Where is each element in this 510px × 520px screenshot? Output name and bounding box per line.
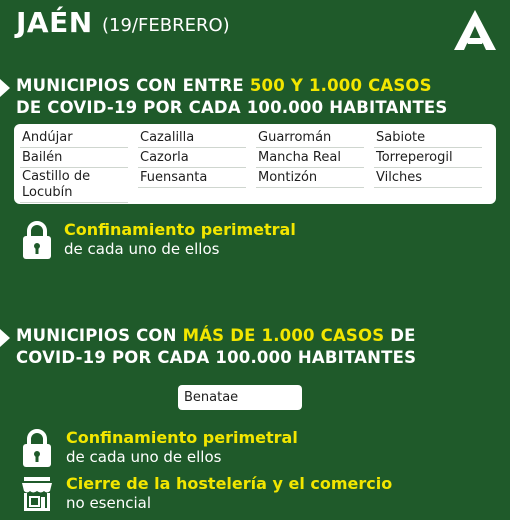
municipality-cell: Torreperogil	[374, 148, 482, 168]
header	[0, 0, 510, 48]
section2-line1-post: DE	[384, 326, 416, 345]
junta-andalucia-logo	[452, 8, 498, 52]
measure-perimeter-lockdown-1	[22, 218, 322, 264]
section1-highlight: 500 Y 1.000 CASOS	[249, 76, 432, 95]
section2-line1-text: MUNICIPIOS CON	[16, 326, 183, 345]
municipality-cell: Bailén	[20, 148, 128, 168]
municipality-cell: Montizón	[256, 168, 364, 188]
municipalities-table	[14, 124, 496, 204]
measure-business-closure	[20, 474, 420, 514]
municipality-cell: Mancha Real	[256, 148, 364, 168]
lock-icon	[22, 220, 52, 260]
measure-subtitle: no esencial	[66, 494, 152, 512]
section1-line1-text: MUNICIPIOS CON ENTRE	[16, 76, 250, 95]
municipalities-column-1	[20, 128, 128, 203]
municipality-cell: Andújar	[20, 128, 128, 148]
arrow-icon	[0, 79, 10, 97]
shop-icon	[20, 476, 54, 512]
section2-highlight: MÁS DE 1.000 CASOS	[182, 326, 385, 345]
measure-title: Confinamiento perimetral	[66, 428, 298, 447]
section1-line1	[16, 76, 432, 95]
municipality-cell: Sabiote	[374, 128, 482, 148]
municipality-cell: Castillo de Locubín	[20, 168, 128, 203]
municipalities-column-3	[256, 128, 364, 188]
measure-title: Cierre de la hostelería y el comercio	[66, 474, 393, 493]
municipality-cell: Cazalilla	[138, 128, 246, 148]
section1-line2: DE COVID-19 POR CADA 100.000 HABITANTES	[16, 98, 448, 117]
municipality-cell: Guarromán	[256, 128, 364, 148]
measure-subtitle: de cada uno de ellos	[66, 448, 222, 466]
municipality-cell: Fuensanta	[138, 168, 246, 188]
lock-icon	[22, 428, 52, 468]
measure-subtitle: de cada uno de ellos	[64, 240, 220, 258]
municipalities-column-4	[374, 128, 482, 188]
municipality-cell: Cazorla	[138, 148, 246, 168]
municipality-cell: Vilches	[374, 168, 482, 188]
measure-perimeter-lockdown-2	[22, 428, 322, 468]
measure-title: Confinamiento perimetral	[64, 220, 296, 239]
section2-line1	[16, 326, 416, 345]
arrow-icon	[0, 329, 10, 347]
section2-line2: COVID-19 POR CADA 100.000 HABITANTES	[16, 348, 417, 367]
municipality-benatae: Benatae	[178, 385, 302, 410]
province-title: JAÉN	[16, 6, 93, 39]
municipalities-column-2	[138, 128, 246, 188]
date-label: (19/FEBRERO)	[102, 15, 230, 36]
